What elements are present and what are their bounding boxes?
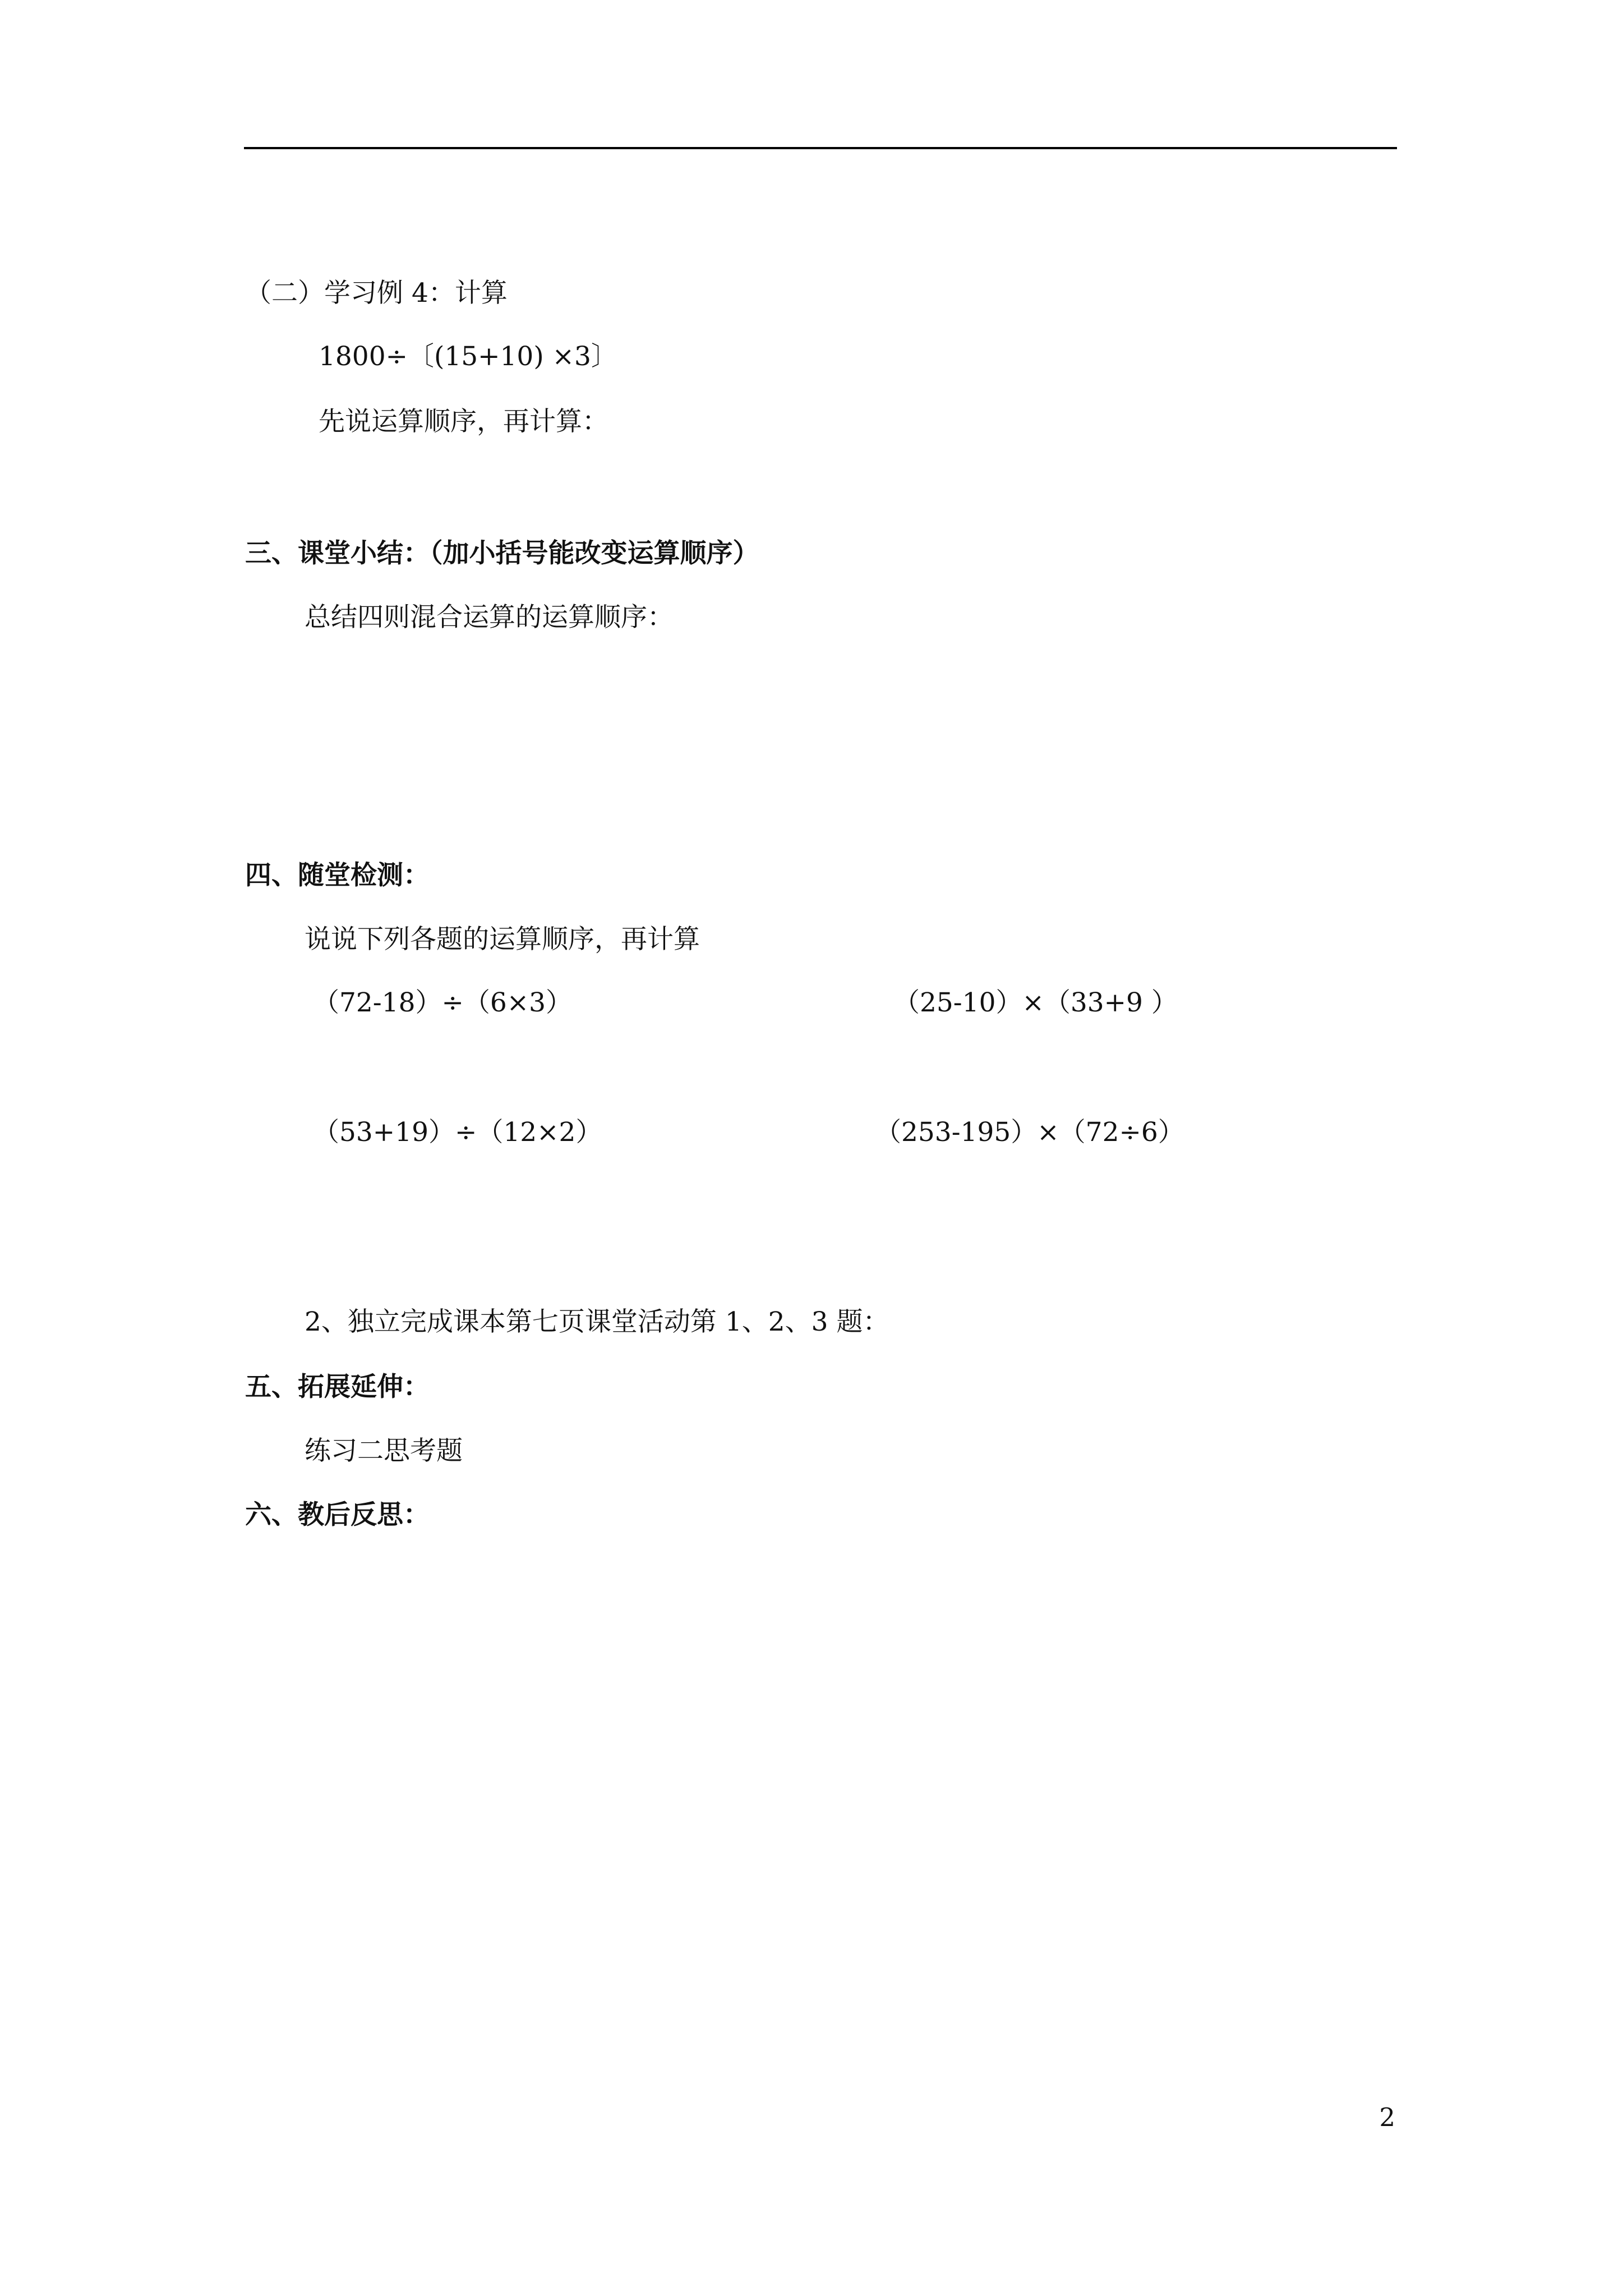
section-five-content: 练习二思考题 xyxy=(305,1435,463,1466)
task-two: 2、独立完成课本第七页课堂活动第 1、2、3 题： xyxy=(305,1306,889,1337)
exercise-2: （25-10）×（33+9 ） xyxy=(893,987,1178,1018)
exercise-3: （53+19）÷（12×2） xyxy=(313,1117,602,1148)
header-rule xyxy=(244,147,1397,149)
page-number: 2 xyxy=(1379,2102,1395,2132)
section-three-heading: 三、课堂小结：（加小括号能改变运算顺序） xyxy=(245,538,759,569)
example-4-expression: 1800÷〔(15+10) ×3〕 xyxy=(319,341,617,372)
exercise-4: （253-195）×（72÷6） xyxy=(875,1117,1184,1148)
section-four-heading: 四、随堂检测： xyxy=(245,860,430,891)
section-five-heading: 五、拓展延伸： xyxy=(245,1372,430,1402)
section-three-prompt: 总结四则混合运算的运算顺序： xyxy=(305,602,674,633)
section-six-heading: 六、教后反思： xyxy=(245,1499,430,1530)
example-4-instruction: 先说运算顺序，再计算： xyxy=(319,406,608,437)
example-4-heading: （二）学习例 4：计算 xyxy=(245,278,508,309)
section-four-prompt: 说说下列各题的运算顺序，再计算 xyxy=(305,924,700,955)
exercise-1: （72-18）÷（6×3） xyxy=(313,987,573,1018)
